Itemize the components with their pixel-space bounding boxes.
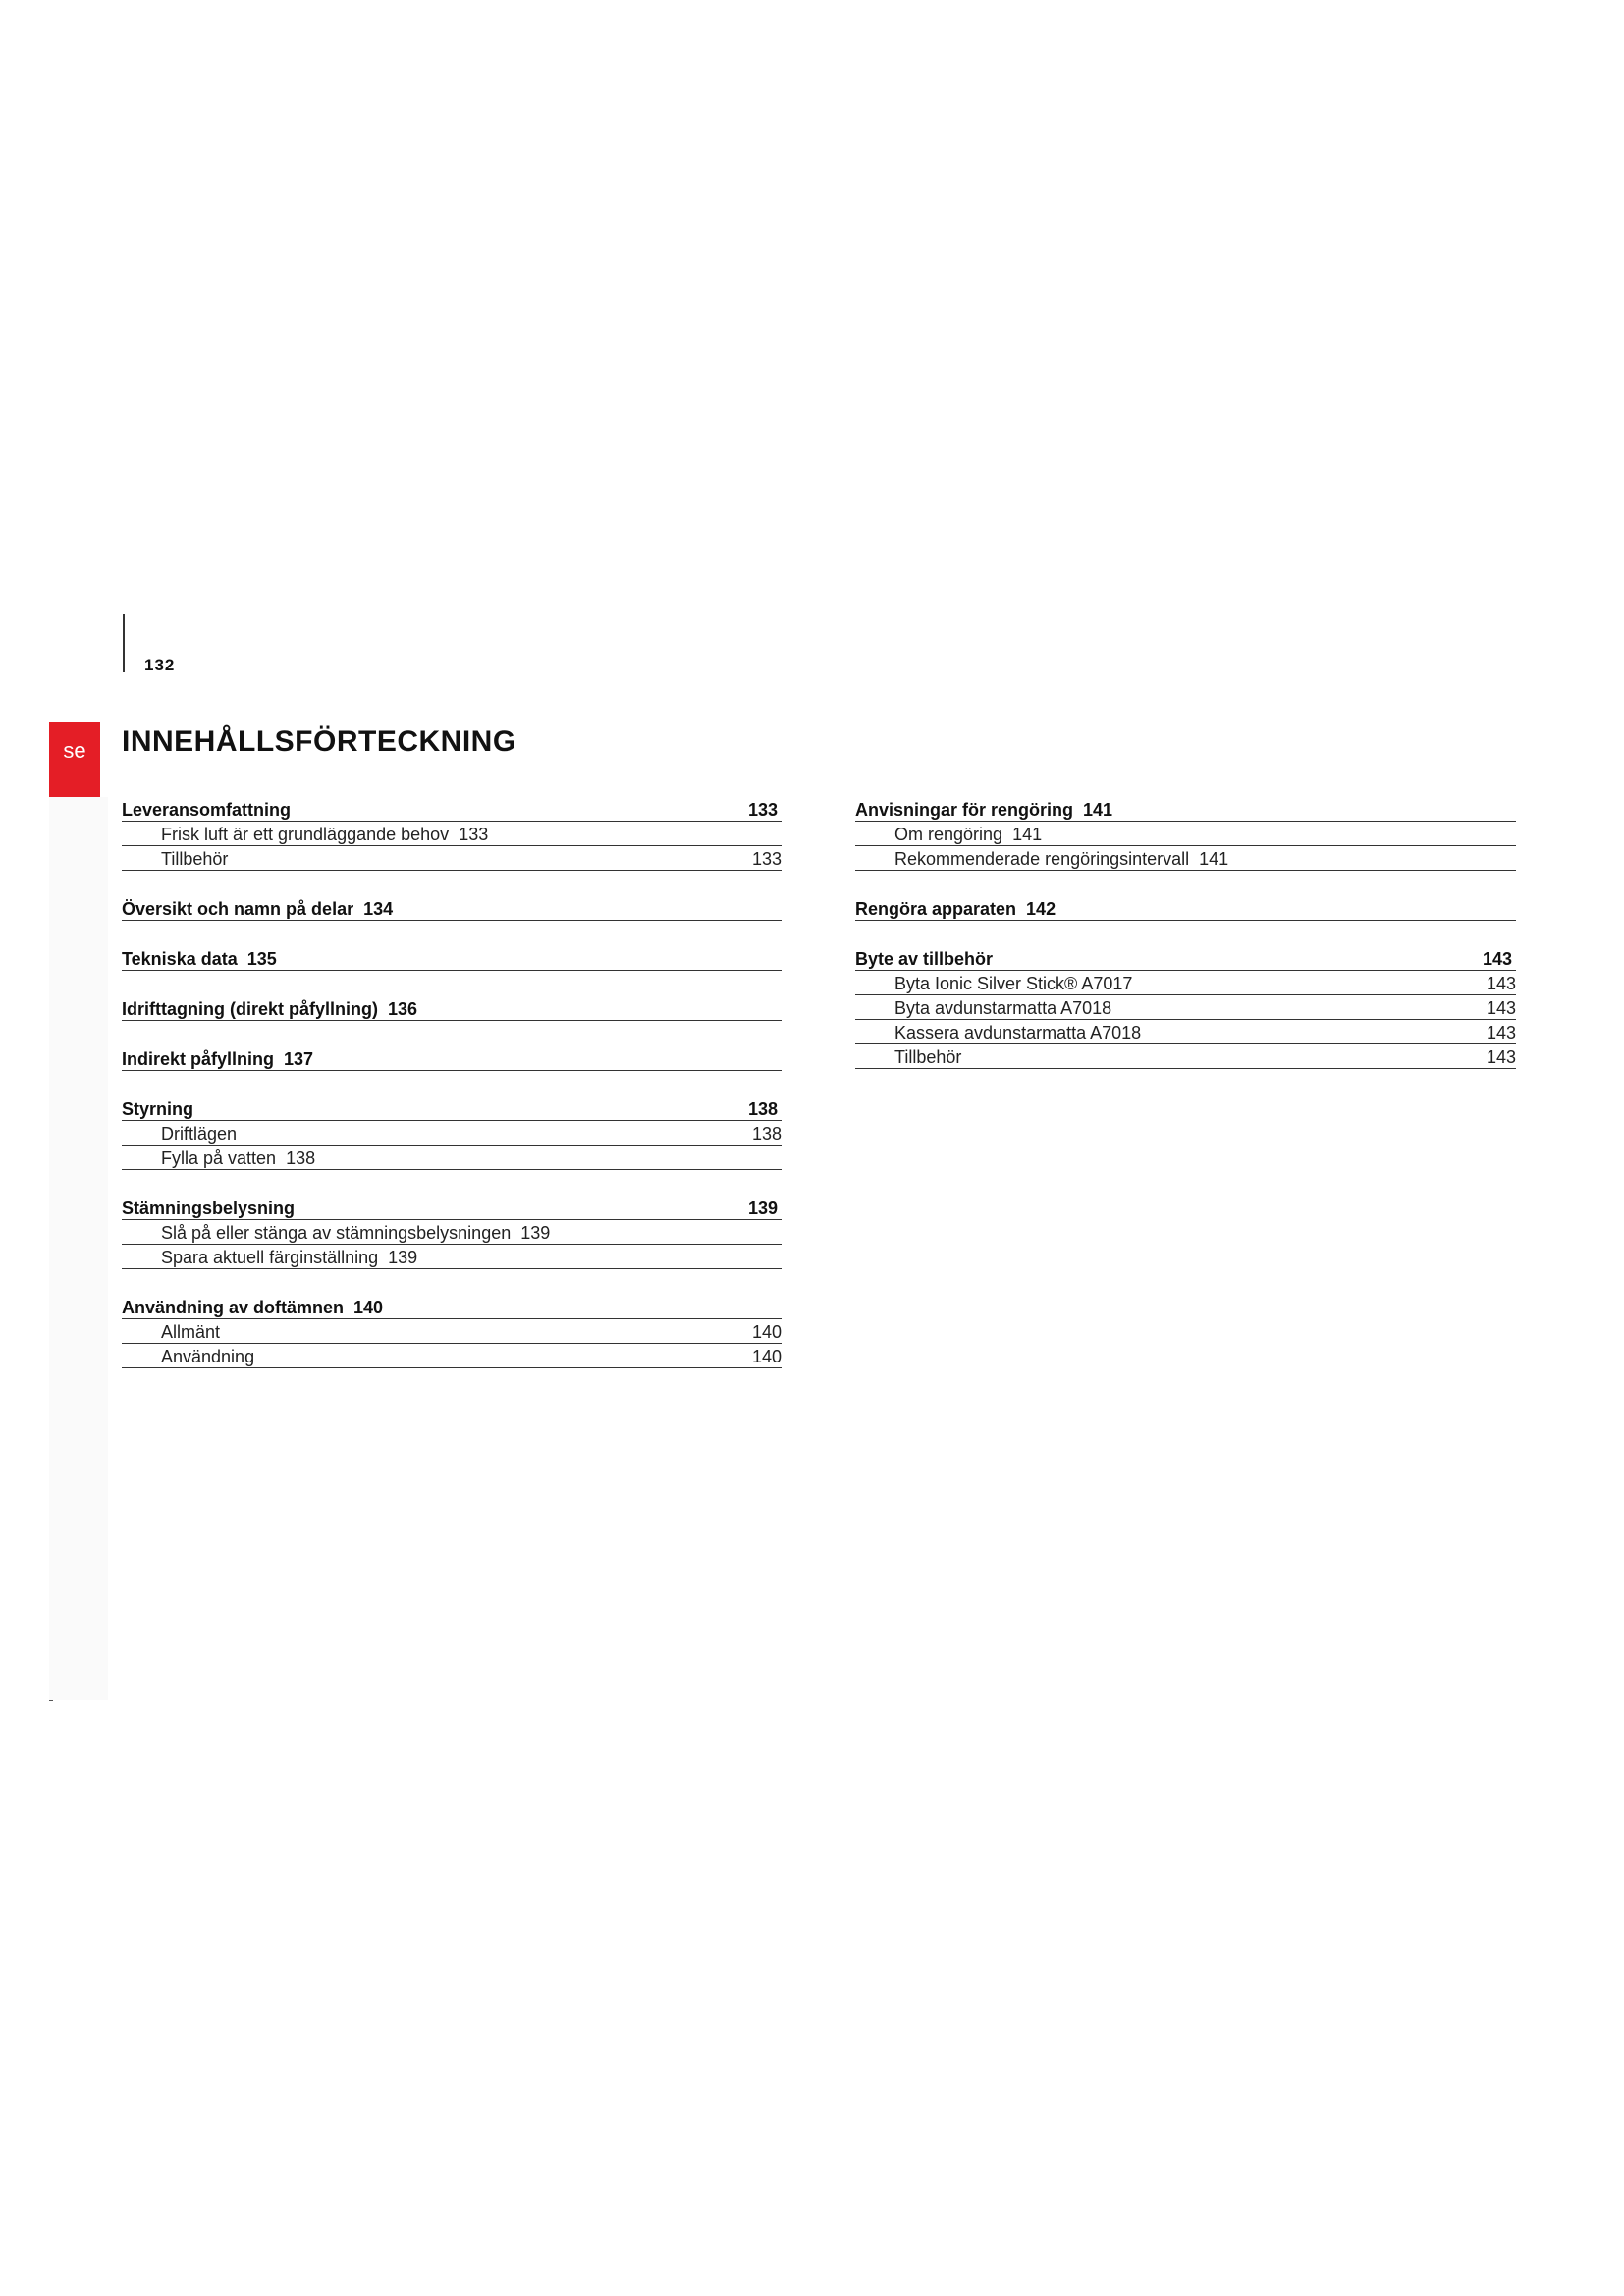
toc-page-number: 133 <box>751 849 782 869</box>
toc-entry-label: Tillbehör <box>161 849 229 869</box>
toc-entry-title <box>894 998 1111 1018</box>
toc-entry[interactable] <box>855 846 1516 871</box>
toc-page-number: 141 <box>1012 825 1043 844</box>
toc-section-heading[interactable] <box>122 1196 782 1220</box>
side-strip <box>49 797 108 1700</box>
toc-entry-title <box>122 899 393 919</box>
toc-entry[interactable] <box>122 846 782 871</box>
toc-entry-label: Tillbehör <box>894 1047 962 1067</box>
toc-page-number: 139 <box>520 1223 551 1243</box>
toc-section <box>122 1096 782 1170</box>
page-title: INNEHÅLLSFÖRTECKNING <box>122 725 516 758</box>
toc-entry-title <box>894 849 1228 869</box>
toc-section <box>122 1196 782 1269</box>
toc-entry-label: Styrning <box>122 1099 194 1119</box>
toc-entry-title <box>161 1248 417 1267</box>
toc-entry-title <box>122 1049 313 1069</box>
toc-entry-title <box>894 974 1132 993</box>
toc-page-number: 140 <box>353 1298 384 1317</box>
toc-page-number: 134 <box>363 899 394 919</box>
toc-entry-title <box>122 949 277 969</box>
toc-entry[interactable] <box>122 1319 782 1344</box>
toc-entry-title <box>894 1047 961 1067</box>
toc-entry-label: Kassera avdunstarmatta A7018 <box>894 1023 1142 1042</box>
toc-entry-title <box>161 1124 237 1144</box>
toc-entry[interactable] <box>122 822 782 846</box>
toc-entry[interactable] <box>855 995 1516 1020</box>
toc-entry[interactable] <box>122 1121 782 1146</box>
toc-entry-title <box>161 1347 254 1366</box>
toc-entry-label: Översikt och namn på delar <box>122 899 354 919</box>
toc-entry-label: Frisk luft är ett grundläggande behov <box>161 825 450 844</box>
toc-entry[interactable] <box>122 1146 782 1170</box>
page-number: 132 <box>144 656 176 674</box>
toc-page-number: 143 <box>1486 974 1516 993</box>
toc-entry-label: Tekniska data <box>122 949 238 969</box>
toc-entry-title <box>122 999 417 1019</box>
toc-entry-title <box>122 1099 193 1119</box>
toc-entry-title <box>161 1322 220 1342</box>
toc-entry-label: Fylla på vatten <box>161 1148 277 1168</box>
toc-page-number: 138 <box>747 1099 778 1119</box>
toc-page-number: 142 <box>1026 899 1056 919</box>
toc-column-right <box>855 797 1516 1095</box>
toc-entry-title <box>161 849 228 869</box>
toc-page-number: 139 <box>747 1199 778 1218</box>
toc-entry-label: Idrifttagning (direkt påfyllning) <box>122 999 378 1019</box>
toc-section-heading[interactable] <box>122 1096 782 1121</box>
toc-page-number: 133 <box>459 825 489 844</box>
toc-entry[interactable] <box>122 1245 782 1269</box>
toc-section-heading[interactable] <box>122 1295 782 1319</box>
toc-entry-label: Rekommenderade rengöringsintervall <box>894 849 1190 869</box>
toc-entry-label: Slå på eller stänga av stämningsbelysningen <box>161 1223 512 1243</box>
toc-page-number: 136 <box>387 999 418 1019</box>
toc-section <box>122 797 782 871</box>
toc-entry-title <box>894 825 1042 844</box>
toc-entry-label: Stämningsbelysning <box>122 1199 296 1218</box>
toc-entry[interactable] <box>122 1344 782 1368</box>
toc-page-number: 141 <box>1199 849 1229 869</box>
toc-entry-label: Allmänt <box>161 1322 221 1342</box>
toc-section <box>122 1046 782 1071</box>
toc-section-heading[interactable] <box>122 996 782 1021</box>
toc-entry[interactable] <box>855 1020 1516 1044</box>
toc-section-heading[interactable] <box>855 896 1516 921</box>
toc-entry-label: Driftlägen <box>161 1124 238 1144</box>
toc-page-number: 133 <box>747 800 778 820</box>
toc-entry-label: Byta avdunstarmatta A7018 <box>894 998 1112 1018</box>
page-number-rule <box>123 614 125 672</box>
toc-page-number: 141 <box>1083 800 1113 820</box>
toc-page-number: 135 <box>246 949 277 969</box>
toc-entry[interactable] <box>855 1044 1516 1069</box>
toc-entry-label: Indirekt påfyllning <box>122 1049 275 1069</box>
toc-entry-title <box>161 1223 550 1243</box>
toc-entry-title <box>855 949 993 969</box>
toc-entry-label: Byta Ionic Silver Stick® A7017 <box>894 974 1133 993</box>
toc-page-number: 143 <box>1486 1047 1516 1067</box>
toc-entry-label: Byte av tillbehör <box>855 949 994 969</box>
toc-page-number: 138 <box>751 1124 782 1144</box>
toc-page-number: 140 <box>751 1322 782 1342</box>
toc-entry-label: Rengöra apparaten <box>855 899 1017 919</box>
toc-entry-title <box>894 1023 1141 1042</box>
toc-section-heading[interactable] <box>122 797 782 822</box>
toc-section-heading[interactable] <box>122 946 782 971</box>
toc-section-heading[interactable] <box>122 1046 782 1071</box>
toc-column-left <box>122 797 782 1394</box>
toc-section <box>122 996 782 1021</box>
toc-entry-title <box>855 800 1112 820</box>
toc-entry-label: Leveransomfattning <box>122 800 292 820</box>
toc-entry-title <box>122 1298 383 1317</box>
toc-entry-label: Spara aktuell färginställning <box>161 1248 379 1267</box>
toc-page-number: 143 <box>1486 998 1516 1018</box>
bottom-mark <box>49 1700 53 1701</box>
toc-entry[interactable] <box>122 1220 782 1245</box>
toc-section <box>122 946 782 971</box>
toc-entry-title <box>122 1199 295 1218</box>
toc-section <box>122 896 782 921</box>
toc-entry-title <box>161 1148 315 1168</box>
toc-entry-title <box>122 800 291 820</box>
toc-page-number: 137 <box>284 1049 314 1069</box>
toc-entry[interactable] <box>855 971 1516 995</box>
toc-page-number: 143 <box>1486 1023 1516 1042</box>
toc-section <box>855 896 1516 921</box>
toc-section-heading[interactable] <box>122 896 782 921</box>
toc-entry-label: Om rengöring <box>894 825 1003 844</box>
toc-section <box>855 797 1516 871</box>
toc-section <box>122 1295 782 1368</box>
toc-entry-label: Anvisningar för rengöring <box>855 800 1074 820</box>
toc-page-number: 140 <box>751 1347 782 1366</box>
toc-entry-title <box>161 825 488 844</box>
language-tab: se <box>49 722 100 797</box>
toc-section-heading[interactable] <box>855 797 1516 822</box>
toc-entry-label: Användning av doftämnen <box>122 1298 345 1317</box>
toc-page-number: 143 <box>1482 949 1512 969</box>
toc-entry-title <box>855 899 1056 919</box>
toc-section-heading[interactable] <box>855 946 1516 971</box>
toc-section <box>855 946 1516 1069</box>
toc-page-number: 138 <box>286 1148 316 1168</box>
toc-entry[interactable] <box>855 822 1516 846</box>
toc-entry-label: Användning <box>161 1347 255 1366</box>
toc-page-number: 139 <box>388 1248 418 1267</box>
